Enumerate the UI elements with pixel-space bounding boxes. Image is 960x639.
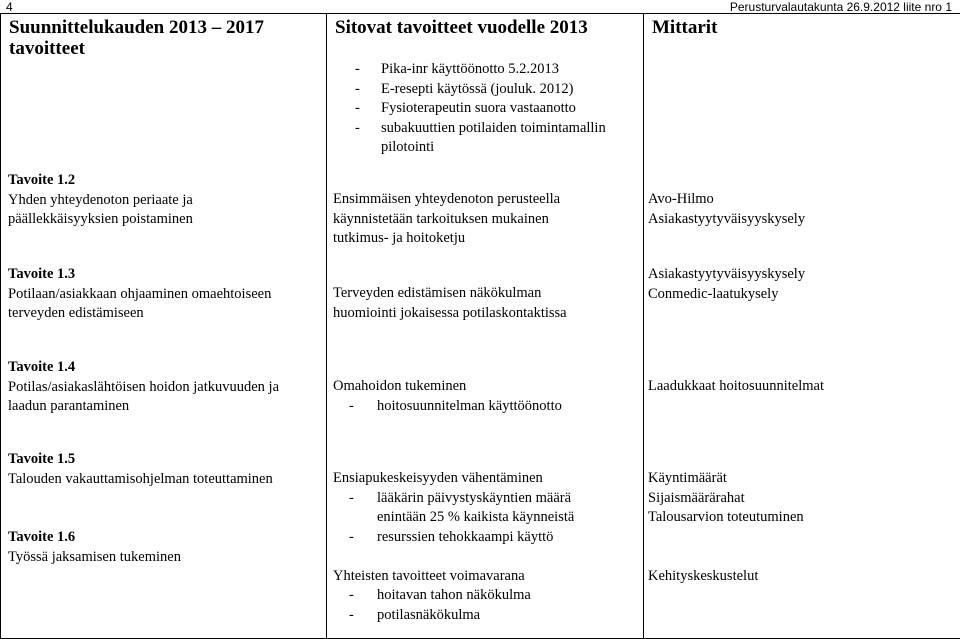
list-item: - Pika-inr käyttöönotto 5.2.2013	[355, 60, 635, 80]
metrics-1-4	[648, 377, 948, 397]
goal-text-line: päällekkäisyyksien poistaminen	[8, 210, 324, 230]
col-header-goals: Suunnittelukauden 2013 – 2017 tavoitteet	[1, 14, 327, 639]
metric-line: Sijaismäärärahat	[648, 489, 948, 509]
document-reference: Perusturvalautakunta 26.9.2012 liite nro 1	[730, 0, 952, 14]
goal-label: Tavoite 1.5	[8, 450, 324, 470]
list-item: - resurssien tehokkaampi käyttö	[333, 528, 633, 548]
target-title: Ensiapukeskeisyyden vähentäminen	[333, 469, 633, 489]
target-line: Ensimmäisen yhteydenoton perusteella	[333, 190, 633, 210]
metric-line: Conmedic-laatukysely	[648, 285, 948, 305]
target-line: käynnistetään tarkoituksen mukainen	[333, 210, 633, 230]
list-item-continuation: enintään 25 % kaikista käynneistä	[333, 508, 633, 528]
goal-1-3	[8, 265, 324, 324]
col-header-binding-targets: Sitovat tavoitteet vuodelle 2013	[327, 14, 644, 639]
metric-line: Talousarvion toteutuminen	[648, 508, 948, 528]
target-line: tutkimus- ja hoitoketju	[333, 229, 633, 249]
list-item: - subakuuttien potilaiden toimintamallin	[355, 119, 635, 139]
goal-text-line: terveyden edistämiseen	[8, 304, 324, 324]
metrics-1-5	[648, 469, 948, 586]
goal-label: Tavoite 1.4	[8, 358, 324, 378]
col-header-metrics: Mittarit	[644, 14, 960, 639]
goal-text-line: Potilaan/asiakkaan ohjaaminen omaehtoiseen	[8, 285, 324, 305]
target-1-4	[333, 377, 633, 416]
goal-1-5	[8, 450, 324, 567]
list-item: - Fysioterapeutin suora vastaanotto	[355, 99, 635, 119]
metric-line: Avo-Hilmo	[648, 190, 948, 210]
goal-text-line: Työssä jaksamisen tukeminen	[8, 548, 324, 568]
list-item: - potilasnäkökulma	[333, 606, 633, 626]
target-1-3	[333, 284, 633, 323]
metric-line: Asiakastyytyväisyyskysely	[648, 265, 948, 285]
goal-label: Tavoite 1.6	[8, 528, 324, 548]
list-item: - E-resepti käytössä (jouluk. 2012)	[355, 80, 635, 100]
metric-line: Laadukkaat hoitosuunnitelmat	[648, 377, 948, 397]
goal-label: Tavoite 1.2	[8, 171, 324, 191]
target-1-5	[333, 469, 633, 625]
goal-1-2	[8, 171, 324, 230]
goal-1-4	[8, 358, 324, 417]
metric-line: Käyntimäärät	[648, 469, 948, 489]
target-line: Terveyden edistämisen näkökulman	[333, 284, 633, 304]
metric-line: Kehityskeskustelut	[648, 567, 948, 587]
goal-text-line: laadun parantaminen	[8, 397, 324, 417]
list-item: - lääkärin päivystyskäyntien määrä	[333, 489, 633, 509]
metrics-1-3	[648, 265, 948, 304]
target-1-2	[333, 190, 633, 249]
list-item: - hoitavan tahon näkökulma	[333, 586, 633, 606]
list-item: - hoitosuunnitelman käyttöönotto	[333, 397, 633, 417]
target-title: Omahoidon tukeminen	[333, 377, 633, 397]
page-header	[0, 0, 960, 14]
target-line: huomiointi jokaisessa potilaskontaktissa	[333, 304, 633, 324]
goal-label: Tavoite 1.3	[8, 265, 324, 285]
goal-text-line: Yhden yhteydenoton periaate ja	[8, 191, 324, 211]
metric-line: Asiakastyytyväisyyskysely	[648, 210, 948, 230]
goal-text-line: Potilas/asiakaslähtöisen hoidon jatkuvuuden ja	[8, 378, 324, 398]
goal-text-line: Talouden vakauttamisohjelman toteuttaminen	[8, 470, 324, 490]
target-title: Yhteisten tavoitteet voimavarana	[333, 567, 633, 587]
page-number: 4	[6, 0, 13, 14]
metrics-1-2	[648, 190, 948, 229]
list-item-continuation: pilotointi	[355, 138, 635, 158]
intro-list	[355, 60, 635, 158]
